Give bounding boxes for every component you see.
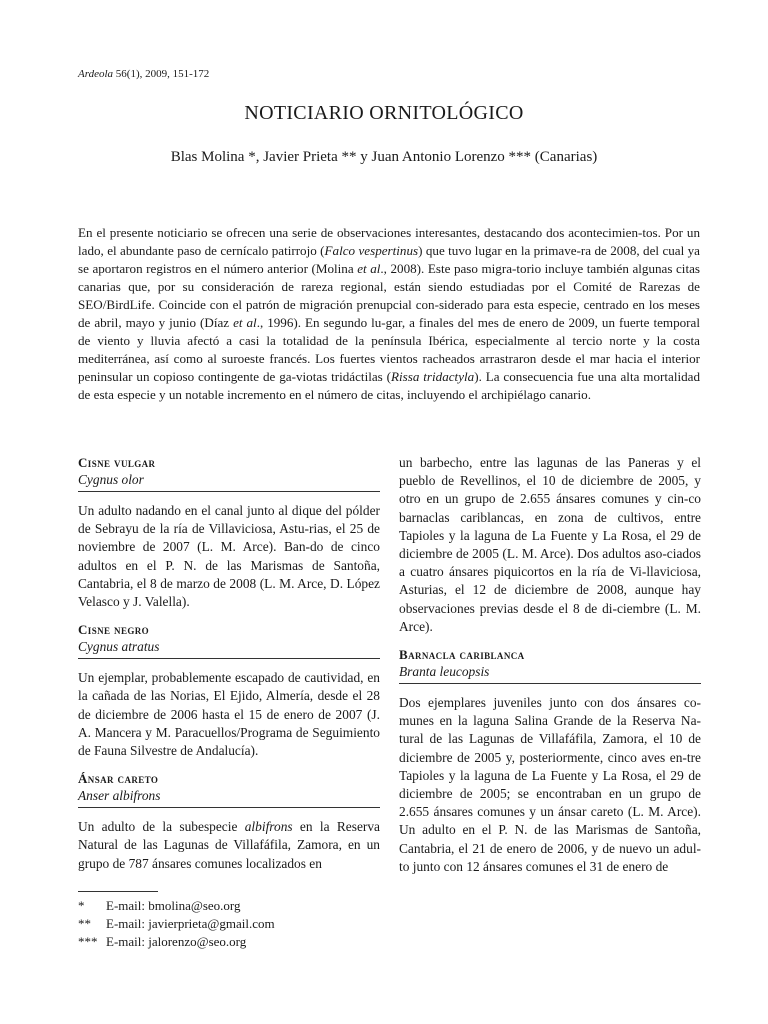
species-entry-cisne-negro: [78, 621, 380, 760]
footnotes: [78, 897, 275, 951]
abstract: En el presente noticiario se ofrecen una serie de observaciones interesantes, destacando dos acontecimien-tos. Por un lado, el abundante paso de cernícalo patirrojo (Falco vespertinus) que tuvo lugar en la primave-ra de 2008, del cual ya se aportaron registros en el número anterior (Molina et al., 2008). Este paso migra-torio incluye también algunas citas canarias que, por su consideración de rareza regional, están siendo estudiadas por el Comité de Rarezas de SEO/BirdLife. Coincide con el patrón de migración prenupcial con-siderado para esta especie, centrado en los meses de abril, mayo y junio (Díaz et al., 1996). En segundo lu-gar, a finales del mes de enero de 2009, un fuerte temporal de viento y lluvia afectó a casi la totalidad de la península Ibérica, especialmente al tercio norte y la costa mediterránea, así como al suroeste francés. Los fuertes vientos racheados arrastraron desde el mar hacia el interior peninsular un copioso contingente de ga-viotas tridáctilas (Rissa tridactyla). La consecuencia fue una alta mortalidad de esta especie y un notable incremento en el número de citas, incluyendo el archipiélago canario.: [78, 225, 701, 402]
species-latin-name: Anser albifrons: [78, 788, 161, 804]
footnote-mark: *: [78, 898, 85, 913]
footnote-email: E-mail: jalorenzo@seo.org: [106, 934, 247, 949]
species-latin-name: Cygnus atratus: [78, 639, 160, 655]
species-name: Cisne negro: [78, 622, 150, 638]
species-divider: [399, 683, 701, 684]
journal-citation: [78, 68, 209, 80]
species-name: Cisne vulgar: [78, 455, 156, 470]
footnote-mark: ***: [78, 934, 98, 949]
species-divider: [78, 807, 380, 808]
species-name: Barnacla cariblanca: [399, 647, 525, 663]
species-text: Un adulto de la subespecie albifrons en la Reserva Natural de las Lagunas de Villafáfila, Zamora, en un grupo de 787 ánsares comunes localizados en: [78, 819, 380, 871]
footnote: [78, 897, 275, 915]
page-title: NOTICIARIO ORNITOLÓGICO: [244, 102, 524, 124]
footnote-email: E-mail: javierprieta@gmail.com: [106, 916, 275, 931]
species-text: Dos ejemplares juveniles junto con dos ánsares co-munes en la laguna Salina Grande de la Reserva Na-tural de las Lagunas de Villafáfila, Zamora, el 10 de diciembre de 2005 y, posteriormente, cinco aves en-tre Tapioles y la laguna de La Fuente y La Rosa, el 29 de diciembre de 2005; se encontraban en un grupo de 2.655 ánsares comunes y un ánsar careto (L. M. Arce). Un adulto en el P. N. de las Marismas de Santoña, Cantabria, el 21 de enero de 2006, y de nuevo un adul-to junto con 12 ánsares comunes el 31 de enero de: [399, 695, 701, 874]
species-entry-cisne-vulgar: [78, 454, 380, 611]
species-divider: [78, 658, 380, 659]
left-column: [78, 454, 380, 883]
footnote: [78, 915, 275, 933]
species-entry-barnacla-cariblanca: [399, 646, 701, 876]
species-latin-name: Cygnus olor: [78, 472, 144, 487]
footnote-divider: [78, 891, 158, 892]
authors: Blas Molina *, Javier Prieta ** y Juan Antonio Lorenzo *** (Canarias): [170, 149, 598, 165]
footnote-email: E-mail: bmolina@seo.org: [106, 898, 241, 913]
species-text: Un ejemplar, probablemente escapado de cautividad, en la cañada de las Norias, El Ejido, Almería, desde el 28 de diciembre de 2006 hasta el 15 de enero de 2007 (J. A. Mancera y M. Paracuellos/Programa de Seguimiento de Fauna Silvestre de Andalucía).: [78, 670, 380, 759]
species-divider: [78, 491, 380, 492]
species-name: Ánsar careto: [78, 771, 159, 787]
species-text: Un adulto nadando en el canal junto al dique del pólder de Sebrayu de la ría de Villaviciosa, Astu-rias, el 25 de noviembre de 2007 (L. M. Arce). Ban-do de cinco adultos en el P. N. de las Marismas de Santoña, Cantabria, el 8 de marzo de 2008 (L. M. Arce, D. López Velasco y J. Valella).: [78, 503, 380, 610]
journal-name: Ardeola: [78, 68, 114, 80]
species-text: un barbecho, entre las lagunas de las Paneras y el pueblo de Revellinos, el 10 de diciembre de 2005, y otro en un grupo de 2.655 ánsares comunes y cin-co barnaclas cariblancas, en zona de cultivos, entre Tapioles y la laguna de La Fuente y La Rosa, el 29 de diciembre de 2005 (L. M. Arce). Dos adultos aso-ciados a cuatro ánsares piquicortos en la ría de Vi-llaviciosa, Asturias, el 12 de diciembre de 2008, aunque hay observaciones previas desde el 8 de di-ciembre (L. M. Arce).: [399, 455, 701, 634]
journal-volume: 56(1), 2009, 151-172: [113, 68, 210, 80]
species-latin-name: Branta leucopsis: [399, 664, 490, 680]
species-entry-ansar-careto: [78, 770, 380, 873]
footnote-mark: **: [78, 916, 91, 931]
species-entry-continuation: [399, 454, 701, 636]
footnote: [78, 933, 275, 951]
right-column: [399, 454, 701, 886]
